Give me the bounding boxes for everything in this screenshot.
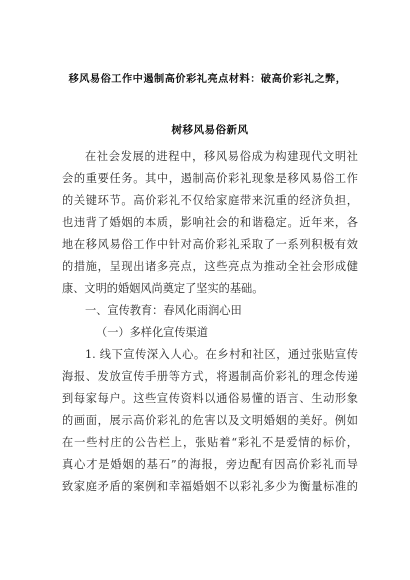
paragraph-line: 1. 线下宣传深入人心。在乡村和社区，通过张贴宣传 — [85, 348, 358, 361]
paragraph-line: 的关键环节。高价彩礼不仅给家庭带来沉重的经济负担， — [62, 194, 358, 207]
paragraph-line: 到每家每户。这些宣传资料以通俗易懂的语言、生动形象 — [62, 392, 358, 405]
paragraph-line: 真心才是婚姻的基石”的海报，旁边配有因高价彩礼而导 — [62, 458, 358, 471]
subsection-heading: （一）多样化宣传渠道 — [96, 326, 208, 339]
paragraph-line: 也违背了婚姻的本质，影响社会的和谐稳定。近年来，各 — [62, 216, 358, 229]
paragraph-line: 在社会发展的进程中，移风易俗成为构建现代文明社 — [85, 150, 358, 163]
paragraph-line: 康、文明的婚姻风尚奠定了坚实的基础。 — [62, 282, 264, 295]
paragraph-line: 会的重要任务。其中，遏制高价彩礼现象是移风易俗工作 — [62, 172, 358, 185]
paragraph-line: 海报、发放宣传手册等方式，将遏制高价彩礼的理念传递 — [62, 370, 358, 383]
paragraph-line: 致家庭矛盾的案例和幸福婚姻不以彩礼多少为衡量标准的 — [62, 480, 358, 493]
section-heading: 一、宣传教育：春风化雨润心田 — [85, 304, 242, 317]
document-body — [62, 146, 358, 498]
paragraph-line: 在一些村庄的公告栏上，张贴着“彩礼不是爱情的标价， — [62, 436, 358, 449]
paragraph-line: 的措施，呈现出诸多亮点，这些亮点为推动全社会形成健 — [62, 260, 358, 273]
paragraph-line: 的画面，展示高价彩礼的危害以及文明婚姻的美好。例如 — [62, 414, 358, 427]
paragraph-line: 地在移风易俗工作中针对高价彩礼采取了一系列积极有效 — [62, 238, 358, 251]
document-title-line-2: 树移风易俗新风 — [171, 124, 249, 136]
document-title-line-1: 移风易俗工作中遏制高价彩礼亮点材料：破高价彩礼之弊， — [68, 73, 347, 85]
